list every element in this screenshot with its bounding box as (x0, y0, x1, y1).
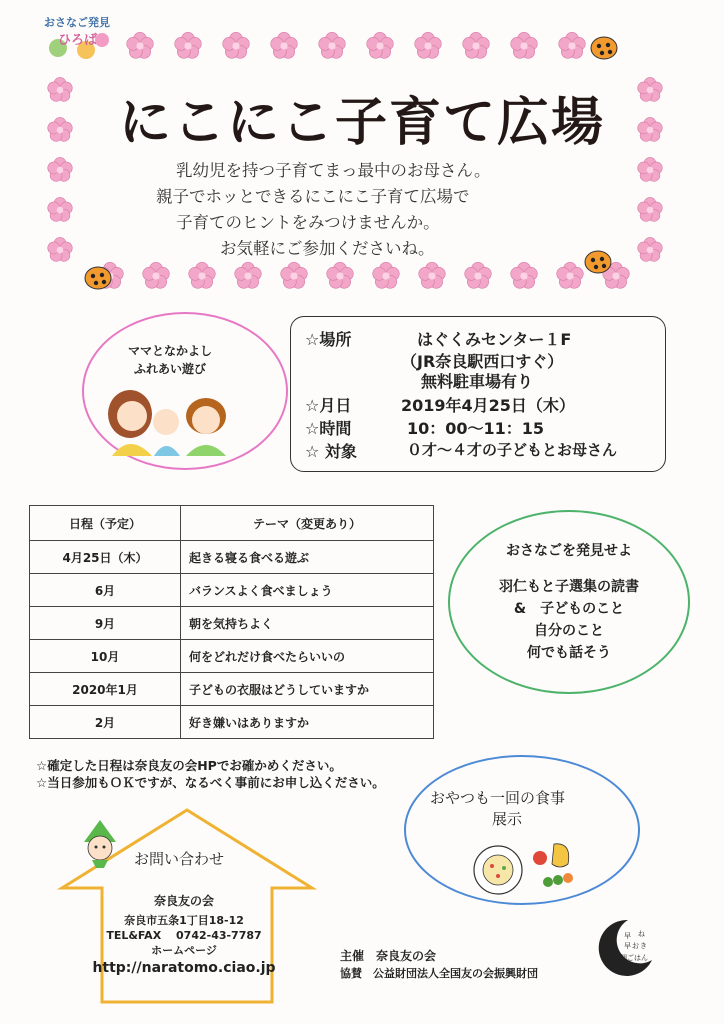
row-date: 4月25日（木） (30, 541, 181, 574)
flower-icon (559, 32, 586, 58)
flower-icon (48, 237, 73, 261)
flower-icon (638, 237, 663, 261)
mother-child-illustration (100, 384, 240, 456)
flower-border (0, 0, 724, 310)
flower-icon (638, 117, 663, 141)
flower-icon (48, 157, 73, 181)
flower-icon (415, 32, 442, 58)
row-theme: 子どもの衣服はどうしていますか (181, 673, 434, 706)
place-value: はぐくみセンター１F (417, 330, 572, 349)
intro-line: 親子でホッとできるにこにこ子育て広場で (156, 187, 470, 206)
snack-line: 展示 (492, 810, 523, 828)
flower-icon (327, 262, 354, 288)
table-header-row (30, 506, 434, 541)
flower-icon (48, 197, 73, 221)
column-header-theme: テーマ（変更あり） (181, 506, 434, 541)
moon-badge-icon (594, 916, 656, 978)
moon-char: 早 (624, 942, 631, 950)
sponsor-block (340, 948, 538, 982)
parking-note: 無料駐車場有り (421, 372, 534, 391)
flower-icon (465, 262, 492, 288)
date-label: ☆月日 (305, 396, 352, 415)
snack-food-illustration (462, 834, 584, 898)
table-row (30, 640, 434, 673)
reading-line: 自分のこと (534, 623, 604, 639)
row-theme: バランスよく食べましょう (181, 574, 434, 607)
flower-icon (175, 32, 202, 58)
flower-icon (271, 32, 298, 58)
row-theme: 何をどれだけ食べたらいいの (181, 640, 434, 673)
date-value: 2019年4月25日（木） (401, 396, 575, 415)
row-theme: 朝を気持ちよく (181, 607, 434, 640)
contact-title: お問い合わせ (134, 850, 225, 868)
flower-icon (638, 157, 663, 181)
row-theme: 起きる寝る食べる遊ぶ (181, 541, 434, 574)
logo-subtext: ひろば (58, 33, 98, 48)
flower-icon (463, 32, 490, 58)
snack-line: おやつも一回の食事 (430, 789, 566, 807)
flower-icon (48, 117, 73, 141)
contact-address: 奈良市五条1丁目18-12 (124, 914, 244, 927)
row-date: 2020年1月 (30, 673, 181, 706)
flower-icon (419, 262, 446, 288)
flower-icon (48, 77, 73, 101)
host-line: 主催 奈良友の会 (340, 949, 437, 963)
flower-icon (223, 32, 250, 58)
mascot-icon (80, 818, 120, 868)
flower-icon (373, 262, 400, 288)
time-value: 10：00～11：15 (407, 419, 545, 438)
note-line: ☆確定した日程は奈良友の会HPでお確かめください。 (36, 758, 342, 773)
flower-icon (638, 197, 663, 221)
moon-char: 朝ごはん (620, 954, 648, 962)
flower-icon (511, 262, 538, 288)
row-theme: 好き嫌いはありますか (181, 706, 434, 739)
flower-icon (638, 77, 663, 101)
flower-icon (127, 32, 154, 58)
intro-text (150, 158, 590, 262)
intro-line: 子育てのヒントをみつけませんか。 (176, 213, 440, 232)
ladybug-icon (591, 37, 617, 59)
flower-icon (143, 262, 170, 288)
schedule-table (29, 505, 434, 739)
notes (36, 757, 385, 791)
contact-tel: TEL&FAX 0742-43-7787 (106, 929, 262, 942)
time-label: ☆時間 (305, 419, 352, 438)
table-row (30, 574, 434, 607)
reading-line: & 子どものこと (513, 601, 625, 617)
note-line: ☆当日参加もＯＫですが、なるべく事前にお申し込ください。 (36, 775, 385, 790)
event-info-box (290, 316, 666, 472)
mama-bubble-text (128, 342, 212, 378)
flower-icon (557, 262, 584, 288)
reading-heading: おさなごを発見せよ (506, 543, 632, 559)
moon-char: お (632, 942, 639, 950)
target-value: ０才～４才の子どもとお母さん (407, 441, 618, 459)
table-row (30, 706, 434, 739)
flower-icon (235, 262, 262, 288)
row-date: 2月 (30, 706, 181, 739)
target-label: ☆ 対象 (305, 442, 357, 461)
reading-line: 羽仁もと子選集の読書 (499, 579, 639, 595)
mama-line: ママとなかよし (128, 344, 213, 358)
intro-line: 乳幼児を持つ子育てまっ最中のお母さん。 (176, 161, 491, 180)
flower-icon (511, 32, 538, 58)
moon-char: 早 (624, 932, 631, 940)
intro-line: お気軽にご参加くださいね。 (220, 239, 435, 258)
row-date: 9月 (30, 607, 181, 640)
table-row (30, 541, 434, 574)
place-note: （JR奈良駅西口すぐ） (401, 352, 564, 371)
moon-char: き (640, 942, 647, 950)
moon-char: ね (638, 930, 645, 938)
contact-details (84, 894, 284, 976)
logo-text: おさなご発見 (44, 16, 110, 29)
contact-org: 奈良友の会 (153, 894, 214, 908)
flower-icon (367, 32, 394, 58)
contact-hp-label: ホームページ (151, 944, 217, 957)
reading-line: 何でも話そう (527, 645, 611, 661)
page-title: にこにこ子育て広場 (118, 93, 605, 153)
place-label: ☆場所 (305, 330, 352, 349)
table-row (30, 673, 434, 706)
flower-icon (189, 262, 216, 288)
column-header-date: 日程（予定） (30, 506, 181, 541)
row-date: 6月 (30, 574, 181, 607)
row-date: 10月 (30, 640, 181, 673)
contact-url[interactable]: http://naratomo.ciao.jp (92, 960, 276, 976)
table-row (30, 607, 434, 640)
flower-icon (281, 262, 308, 288)
ladybug-icon (85, 267, 111, 289)
support-line: 協賛 公益財団法人全国友の会振興財団 (340, 967, 538, 980)
reading-bubble-text (452, 540, 686, 664)
flower-icon (319, 32, 346, 58)
mama-line: ふれあい遊び (134, 362, 207, 376)
